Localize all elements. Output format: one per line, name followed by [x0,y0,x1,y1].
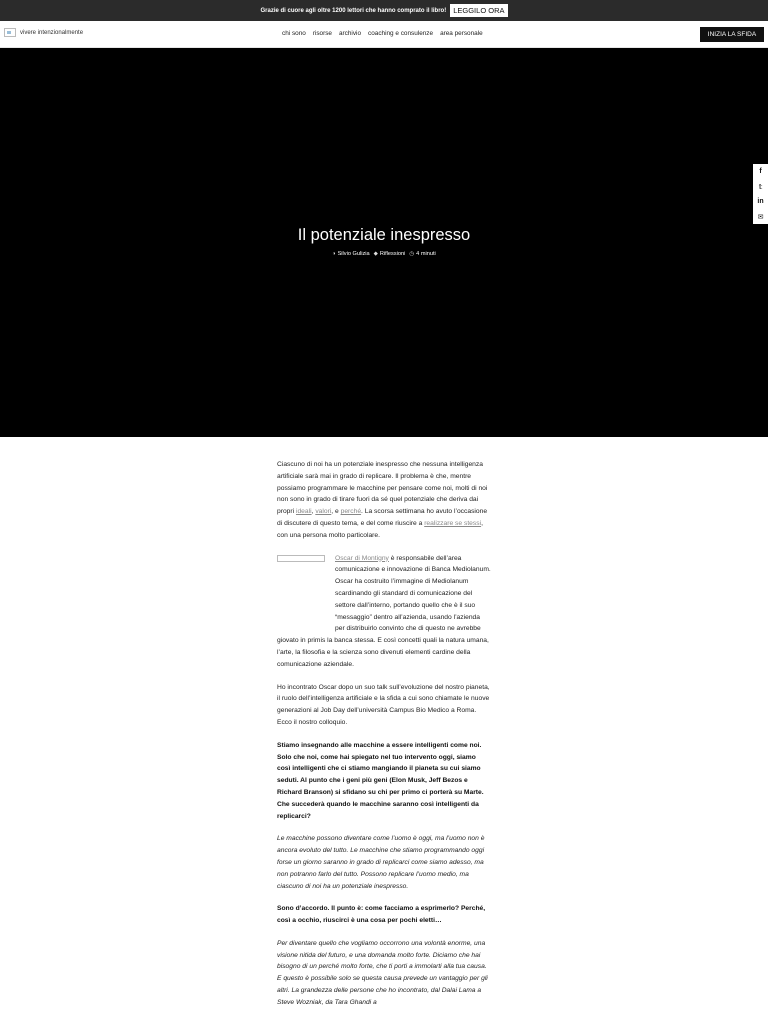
tag-icon: ◆ [373,251,378,257]
link-realizzare-se-stessi[interactable]: realizzare se stessi [424,519,482,527]
nav-menu [282,30,483,37]
nav-item-archivio[interactable]: archivio [339,30,362,37]
linkedin-icon[interactable]: in [757,198,764,205]
main-navigation [0,21,768,48]
link-ideali[interactable]: ideali [295,508,312,516]
announcement-text: Grazie di cuore agli oltre 1200 lettori che hanno comprato il libro! [260,7,447,14]
answer-2: Per diventare quello che vogliamo occorrono una volontà enorme, una visione nitida del futuro, e una domanda molto forte. Diciamo che hai bisogno di un perché molto forte, che ti porti a immolarti alla tua causa. E questo è possibile solo se questa causa prevede un vantaggio per gli altri. La grandezza delle persone che ho incontrato, dal Dalai Lama a Steve Wozniak, da Tara Ghandi a [277,939,488,1006]
oscar-photo [277,555,325,562]
read-time-text: 4 minuti [416,251,436,257]
read-now-button[interactable]: LEGGILO ORA [450,4,507,17]
share-sidebar [753,164,768,224]
author-name: Silvio Gulizia [337,251,370,257]
nav-item-chi-sono[interactable]: chi sono [282,30,306,37]
post-category[interactable] [374,251,406,257]
link-perche[interactable]: perché [340,508,362,516]
nav-item-area-personale[interactable]: area personale [440,30,483,37]
article-body [277,459,491,1020]
logo-image-icon [4,28,16,37]
post-read-time [409,251,435,257]
question-1: Stiamo insegnando alle macchine a essere intelligenti come noi. Solo che noi, come hai spiegato nel tuo intervento oggi, siamo così intelligenti che ci stiamo mangiando il pianeta su cui siamo seduti. Al punto che i geni più geni (Elon Musk, Jeff Bezos e Richard Branson) si sfidano su chi per primo ci porterà su Marte. Che succederà quando le macchine saranno così intelligenti da replicarci? [277,741,484,820]
announcement-bar [0,0,768,21]
paragraph-intro: Ciascuno di noi ha un potenziale inespresso che nessuna intelligenza artificiale sarà mai in grado di replicare. Il problema è che, mentre possiamo programmare le macchine per pensare come noi, molti di noi non sono in grado di tirare fuori da sé quel potenziale che deriva dai propri ideali, valori, e perché. La scorsa settimana ho avuto l’occasione di discutere di questo tema, e del come riuscire a realizzare se stessi, con una persona molto particolare. [277,461,488,539]
author-icon: ◑ [332,251,336,257]
answer-1: Le macchine possono diventare come l’uomo è oggi, ma l’uomo non è ancora evoluto del tutto. Le macchine che stiamo programmando oggi forse un giorno saranno in grado di replicarci come siamo adesso, ma non potranno farlo del tutto. Possono replicare l’uomo medio, ma ciascuno di noi ha un potenziale inespresso. [277,835,485,890]
post-title: Il potenziale inespresso [297,226,471,244]
paragraph-oscar: Oscar di Montigny è responsabile dell’area comunicazione e innovazione di Banca Mediolanum. Oscar ha costruito l’immagine di Mediolanum scardinando gli standard di comunicazione del settore dall’interno, portando quello che è il suo “messaggio” dentro all’azienda, usando l’azienda per distribuirlo convinto che di questo ne avrebbe giovato in primis la banca stessa. E così concetti quali la natura umana, l’arte, la filosofia e la scienza sono divenuti elementi cardine della comunicazione aziendale. [277,554,491,668]
nav-item-coaching[interactable]: coaching e consulenze [368,30,434,37]
hero-banner [0,48,768,437]
clock-icon: ◷ [409,251,415,257]
email-icon[interactable]: ✉ [757,213,764,221]
nav-item-risorse[interactable]: risorse [312,30,332,37]
question-2: Sono d’accordo. Il punto è: come facciamo a esprimerlo? Perché, così a occhio, riuscirci è una cosa per pochi eletti… [277,905,486,925]
paragraph-meeting: Ho incontrato Oscar dopo un suo talk sull’evoluzione del nostro pianeta, il ruolo dell’intelligenza artificiale e la sfida a cui sono chiamate le nuove generazioni al Job Day dell’università Campus Bio Medico a Roma. Ecco il nostro colloquio. [277,683,490,726]
post-author[interactable] [332,251,369,257]
category-name: Riflessioni [379,251,406,257]
facebook-icon[interactable]: f [759,168,762,175]
site-logo[interactable] [4,28,83,37]
link-valori[interactable]: valori [315,508,332,516]
link-oscar-di-montigny[interactable]: Oscar di Montigny [335,554,389,562]
logo-text: vivere intenzionalmente [20,29,84,36]
post-meta [0,251,768,257]
twitter-icon[interactable]: 𝕥 [758,183,763,191]
start-challenge-button[interactable]: INIZIA LA SFIDA [700,27,764,42]
